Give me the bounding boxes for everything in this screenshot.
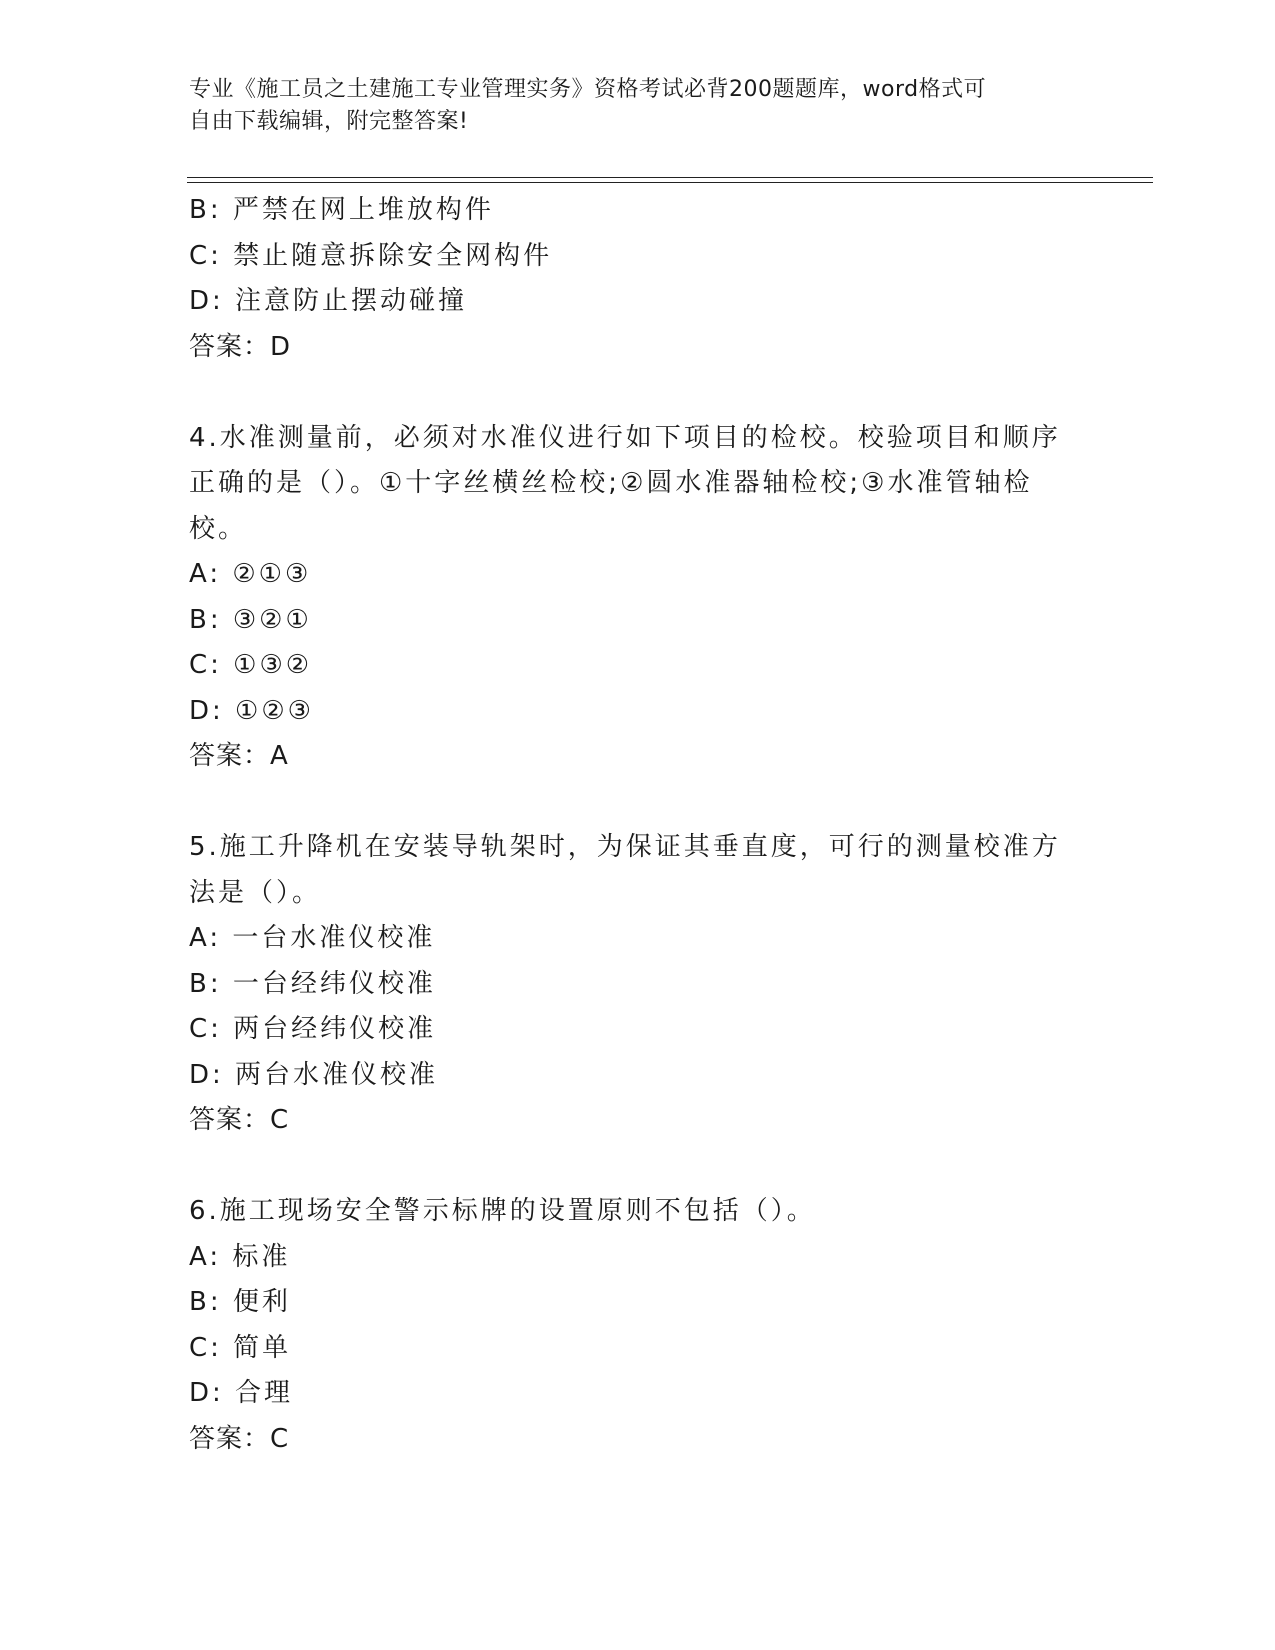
option-c: C: ①③② <box>189 650 313 680</box>
answer: 答案：D <box>189 331 292 362</box>
option-d: D: 合理 <box>189 1378 294 1408</box>
option-a: A: 一台水准仪校准 <box>189 923 436 953</box>
block-spacer <box>189 780 1089 826</box>
question-content <box>189 188 1089 1462</box>
option-d: D: 注意防止摆动碰撞 <box>189 286 468 316</box>
answer: 答案：C <box>189 1105 290 1135</box>
prev-question-block <box>189 188 1089 370</box>
question-stem: 法是（）。 <box>189 877 322 908</box>
document-header <box>189 74 1069 138</box>
option-b: B: 一台经纬仪校准 <box>189 968 436 999</box>
option-b: B: 便利 <box>189 1287 291 1317</box>
block-spacer <box>189 1144 1089 1190</box>
option-d: D: ①②③ <box>189 695 314 726</box>
option-c: C: 简单 <box>189 1332 292 1363</box>
option-d: D: 两台水准仪校准 <box>189 1059 439 1090</box>
question-4 <box>189 416 1089 780</box>
question-stem: 校。 <box>189 513 248 544</box>
question-stem: 6.施工现场安全警示标牌的设置原则不包括（）。 <box>189 1196 816 1226</box>
question-stem: 正确的是（）。①十字丝横丝检校;②圆水准器轴检校;③水准管轴检 <box>189 468 1033 498</box>
question-stem: 4.水准测量前，必须对水准仪进行如下项目的检校。校验项目和顺序 <box>189 422 1061 453</box>
question-6 <box>189 1189 1089 1462</box>
answer: 答案：A <box>189 741 289 771</box>
option-b: B: 严禁在网上堆放构件 <box>189 195 494 225</box>
question-stem: 5.施工升降机在安装导轨架时，为保证其垂直度，可行的测量校准方 <box>189 832 1061 862</box>
header-divider <box>187 177 1153 178</box>
option-a: A: ②①③ <box>189 559 312 589</box>
header-line: 自由下载编辑，附完整答案! <box>189 109 469 134</box>
option-b: B: ③②① <box>189 604 312 635</box>
option-c: C: 禁止随意拆除安全网构件 <box>189 240 553 271</box>
question-5 <box>189 825 1089 1144</box>
option-c: C: 两台经纬仪校准 <box>189 1014 437 1044</box>
header-divider <box>187 182 1153 183</box>
option-a: A: 标准 <box>189 1241 291 1272</box>
block-spacer <box>189 370 1089 416</box>
answer: 答案：C <box>189 1423 290 1454</box>
header-line: 专业《施工员之土建施工专业管理实务》资格考试必背200题题库，word格式可 <box>189 77 987 102</box>
